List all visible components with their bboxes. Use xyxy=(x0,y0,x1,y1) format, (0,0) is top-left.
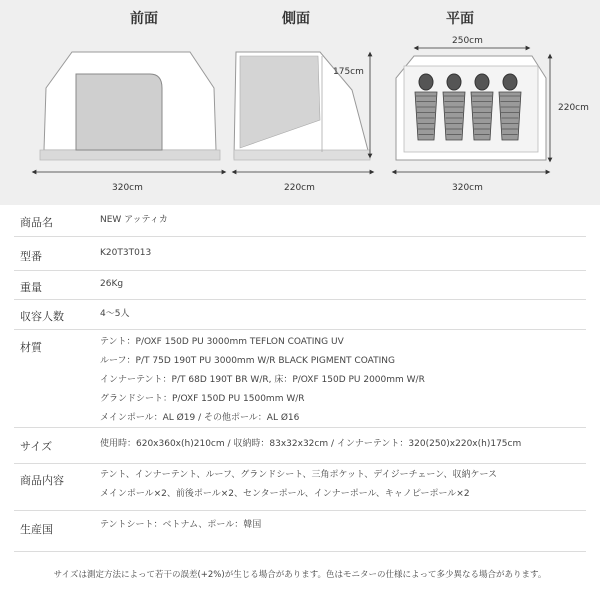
side-view-title: 側面 xyxy=(282,11,310,27)
spec-value xyxy=(100,275,123,294)
spec-row xyxy=(14,510,586,552)
plan-side-label: 220cm xyxy=(558,103,589,113)
spec-row xyxy=(14,299,586,330)
spec-value xyxy=(100,244,151,263)
spec-row xyxy=(14,427,586,464)
side-width-label: 220cm xyxy=(284,183,315,193)
side-height-label: 175cm xyxy=(333,67,364,77)
footnote: サイズは測定方法によって若干の誤差(+2%)が生じる場合があります。色はモニターの仕様によって多少異なる場合があります。 xyxy=(53,570,547,580)
spec-value xyxy=(100,211,168,230)
spec-value-line: K20T3T013 xyxy=(100,248,152,258)
spec-value-line: テント：P/OXF 150D PU 3000mm TEFLON COATING UV xyxy=(100,337,344,347)
spec-value-line: 使用時：620x360x(h)210cm / 収納時：83x32x32cm / インナーテント：320(250)x220x(h)175cm xyxy=(100,439,522,449)
spec-value-line: 26Kg xyxy=(100,279,124,289)
spec-value xyxy=(100,305,129,324)
spec-label: 型番 xyxy=(20,250,42,263)
spec-value xyxy=(100,516,261,535)
spec-label: 生産国 xyxy=(20,523,53,536)
spec-value-line: グランドシート：P/OXF 150D PU 1500mm W/R xyxy=(100,394,305,404)
diagram-panel xyxy=(0,0,600,205)
plan-view-title: 平面 xyxy=(446,11,474,27)
tent-diagrams xyxy=(0,0,600,205)
spec-value-line: ルーフ：P/T 75D 190T PU 3000mm W/R BLACK PIGMENT COATING xyxy=(100,356,395,366)
spec-row xyxy=(14,463,586,511)
plan-bottom-label: 320cm xyxy=(452,183,483,193)
front-view-title: 前面 xyxy=(130,11,158,27)
spec-value xyxy=(100,333,425,428)
spec-row xyxy=(14,205,586,237)
spec-value xyxy=(100,466,497,504)
spec-row xyxy=(14,270,586,300)
spec-value-line: インナーテント：P/T 68D 190T BR W/R, 床：P/OXF 150D PU 2000mm W/R xyxy=(100,375,425,385)
spec-value-line: メインポール：AL Ø19 / その他ポール：AL Ø16 xyxy=(100,413,300,423)
spec-label: 商品名 xyxy=(20,216,53,229)
plan-top-label: 250cm xyxy=(452,36,483,46)
spec-label: 材質 xyxy=(20,341,42,354)
spec-label: 収容人数 xyxy=(20,310,64,323)
spec-value-line: テント、インナーテント、ルーフ、グランドシート、三角ポケット、デイジーチェーン、収納ケース xyxy=(100,470,497,480)
spec-value-line: メインポール×2、前後ポール×2、センターポール、インナーポール、キャノピーポール×2 xyxy=(100,489,470,499)
spec-label: サイズ xyxy=(20,440,53,453)
spec-value-line: 4～5人 xyxy=(100,309,130,319)
front-width-label: 320cm xyxy=(112,183,143,193)
front-view-drawing xyxy=(34,52,224,172)
spec-label: 重量 xyxy=(20,281,42,294)
spec-row xyxy=(14,236,586,271)
spec-value xyxy=(100,435,521,454)
spec-label: 商品内容 xyxy=(20,474,64,487)
spec-row xyxy=(14,329,586,428)
spec-value-line: NEW アッティカ xyxy=(100,215,168,225)
spec-value-line: テントシート：ベトナム、ポール：韓国 xyxy=(100,520,262,530)
